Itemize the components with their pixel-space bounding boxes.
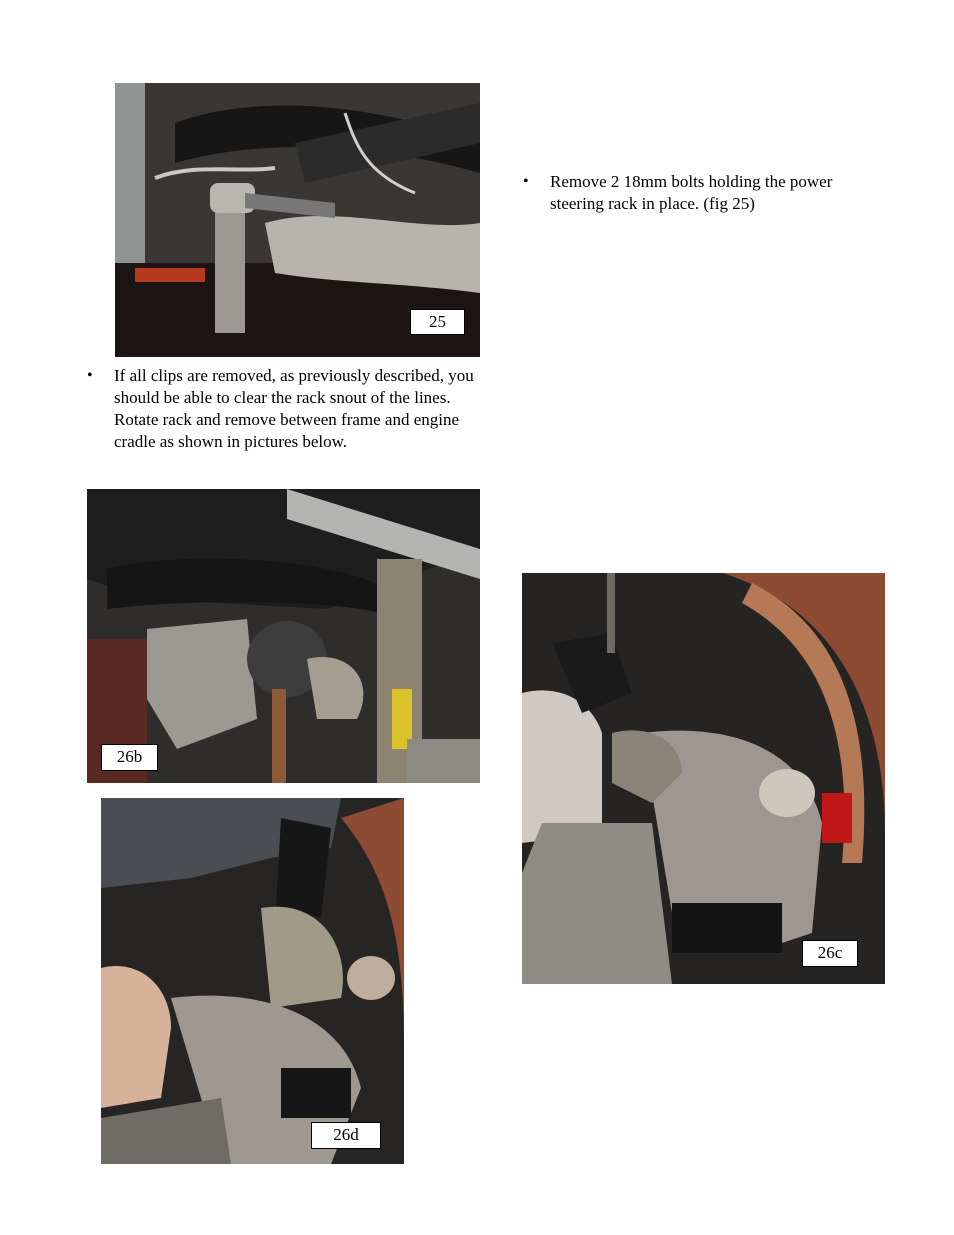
figure-26c-caption: 26c xyxy=(802,940,858,967)
figure-26c-photo xyxy=(522,573,885,984)
bullet-glyph: • xyxy=(523,173,529,190)
figure-26d-photo xyxy=(101,798,404,1164)
bullet-glyph: • xyxy=(87,367,93,384)
figure-26d-caption: 26d xyxy=(311,1122,381,1149)
bullet-line: Rotate rack and remove between frame and engine xyxy=(114,410,460,429)
bullet-line: Remove 2 18mm bolts holding the power xyxy=(550,172,833,191)
bullet-line: should be able to clear the rack snout of the lines. xyxy=(114,388,451,407)
bullet-line: If all clips are removed, as previously described, you xyxy=(114,366,474,385)
figure-26b-caption: 26b xyxy=(101,744,158,771)
bullet-clear-rack xyxy=(87,365,527,457)
bullet-line: steering rack in place. (fig 25) xyxy=(550,194,755,213)
bullet-remove-bolts xyxy=(523,171,903,219)
bullet-line: cradle as shown in pictures below. xyxy=(114,432,348,451)
figure-26b-photo xyxy=(87,489,480,783)
figure-25-caption: 25 xyxy=(410,309,465,335)
